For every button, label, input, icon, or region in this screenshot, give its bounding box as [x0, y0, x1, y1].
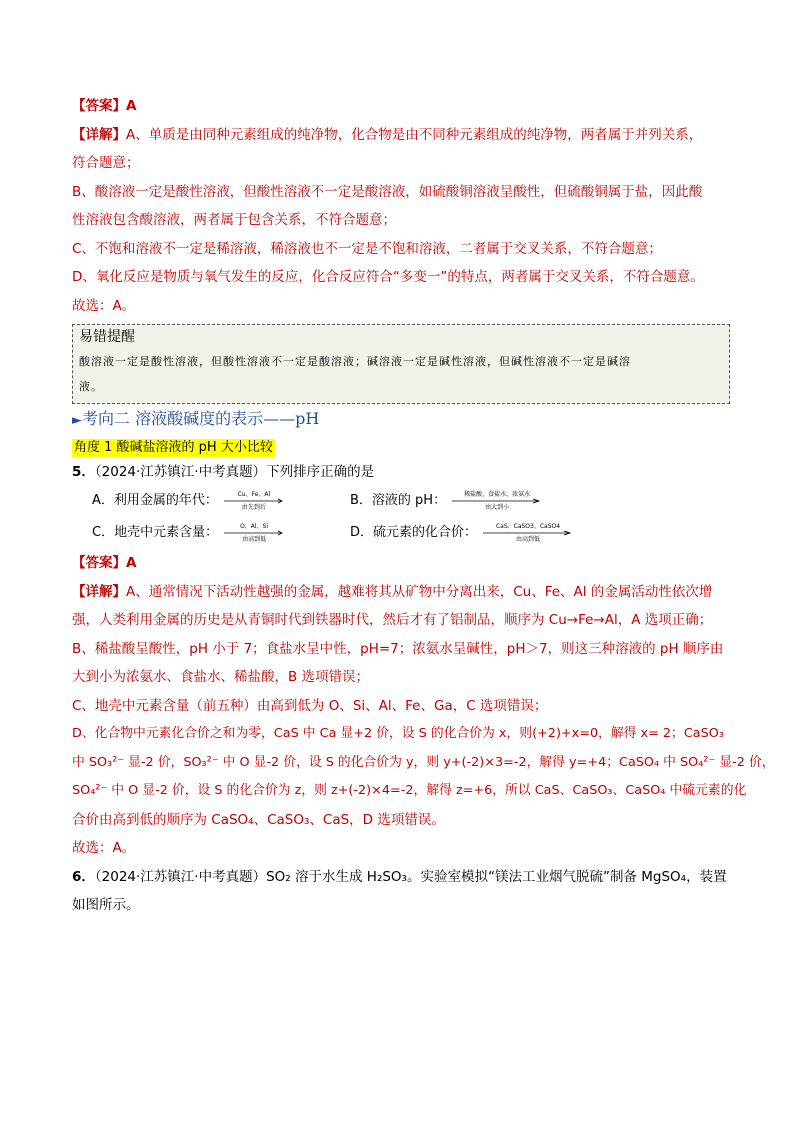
- arrow-diagram-a: Cu、Fe、Al 由先到后: [224, 491, 284, 511]
- question-5: 5．（2024·江苏镇江·中考真题）下列排序正确的是: [72, 464, 375, 480]
- option-d: D．硫元素的化合价： CaS、CaSO3、CaSO4 由高到低: [350, 517, 608, 549]
- answer-2: 【答案】A: [72, 555, 137, 571]
- tip-body-2: 液。: [79, 380, 103, 393]
- angle-heading: 角度 1 酸碱盐溶液的 pH 大小比较: [74, 440, 273, 455]
- error-tip-box: [72, 324, 730, 404]
- detail-label: 【详解】: [72, 126, 126, 143]
- arrow-diagram-d: CaS、CaSO3、CaSO4 由高到低: [483, 523, 573, 543]
- section-heading: [72, 404, 732, 436]
- document-page: [72, 92, 775, 920]
- arrow-diagram-b: 稀盐酸、食盐水、浓氨水 由大到小: [452, 491, 542, 511]
- option-a: A．利用金属的年代： Cu、Fe、Al 由先到后: [92, 485, 350, 517]
- option-c: C．地壳中元素含量： O、Al、Si 由高到低: [92, 517, 350, 549]
- detail-2: 【详解】A、通常情况下活动性越强的金属，越难将其从矿物中分离出来，Cu、Fe、Al 的金属活动性依次增 强，人类利用金属的历史是从青铜时代到铁器时代，然后才有了铝制品，顺序为 Cu→Fe→Al，A 选项正确； B、稀盐酸呈酸性，pH 小于 7；食盐水呈中性，pH=7；浓氨水呈碱性，pH＞7，则这三种溶液的 pH 顺序由 大到小为浓氨水、食盐水、稀盐酸，B 选项错误； C、地壳中元素含量（前五种）由高到低为 O、Si、Al、Fe、Ga，C 选项错误； D、化合物中元素化合价之和为零，CaS 中 Ca 显+2 价，设 S 的化合价为 x，则(+2)+x=0，解得 x= 2；CaSO₃ 中 SO₃²⁻ 显-2 价，SO₃²⁻ 中 O 显-2 价，设 S 的化合价为 y，则 y+(-2)×3=-2，解得 y=+4；CaSO₄ 中 SO₄²⁻ 显-2 价， SO₄²⁻ 中 O 显-2 价，设 S 的化合价为 z，则 z+(-2)×4=-2，解得 z=+6，所以 CaS、CaSO₃、CaSO₄ 中硫元素的化 合价由高到低的顺序为 CaSO₄、CaSO₃、CaS，D 选项错误。 故选：A。: [72, 583, 775, 856]
- arrow-diagram-c: O、Al、Si 由高到低: [224, 523, 284, 543]
- section-title: 考向二 溶液酸碱度的表示——pH: [82, 409, 320, 428]
- triangle-marker-icon: ►: [72, 413, 82, 428]
- answer-1: 【答案】A: [72, 98, 137, 114]
- tip-title: 易错提醒: [79, 329, 135, 345]
- detail-1: 【详解】A、单质是由同种元素组成的纯净物，化合物是由不同种元素组成的纯净物，两者属于并列关系， 符合题意； B、酸溶液一定是酸性溶液，但酸性溶液不一定是酸溶液，如硫酸铜溶液呈酸性，但硫酸铜属于盐，因此酸 性溶液包含酸溶液，两者属于包含关系，不符合题意； C、不饱和溶液不一定是稀溶液，稀溶液也不一定是不饱和溶液，二者属于交叉关系，不符合题意； D、氧化反应是物质与氧气发生的反应，化合反应符合“多变一”的特点，两者属于交叉关系，不符合题意。 故选：A。: [72, 126, 704, 314]
- tip-body-1: 酸溶液一定是酸性溶液，但酸性溶液不一定是酸溶液；碱溶液一定是碱性溶液，但碱性溶液不一定是碱溶: [79, 355, 631, 368]
- question-6: 6．（2024·江苏镇江·中考真题）SO₂ 溶于水生成 H₂SO₃。实验室模拟“镁法工业烟气脱硫”制备 MgSO₄，装置: [72, 868, 727, 885]
- detail-label: 【详解】: [72, 583, 126, 600]
- question-6-cont: 如图所示。: [72, 897, 140, 913]
- option-b: B．溶液的 pH： 稀盐酸、食盐水、浓氨水 由大到小: [350, 485, 608, 517]
